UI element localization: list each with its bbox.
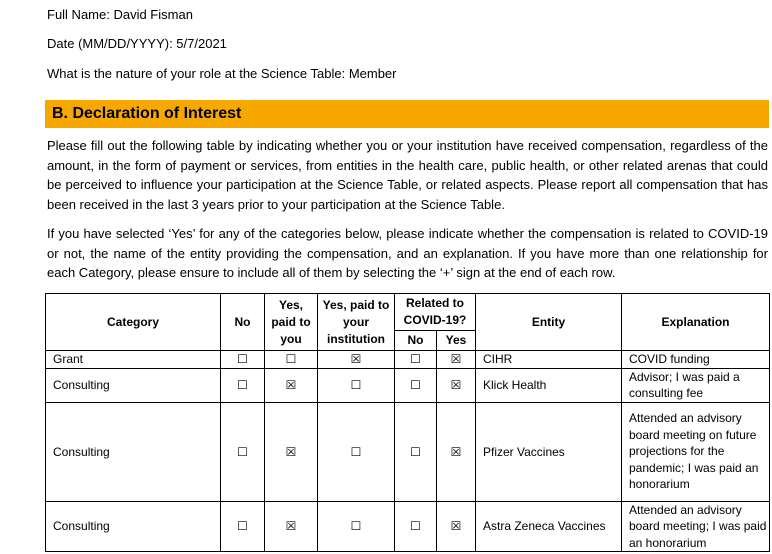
checkbox-no[interactable]: ☐ bbox=[237, 519, 248, 534]
header-no: No bbox=[221, 294, 265, 351]
row-category: Consulting bbox=[46, 402, 221, 501]
row-explanation: Attended an advisory board meeting; I was paid an honorarium bbox=[622, 501, 770, 552]
checkbox-no[interactable]: ☐ bbox=[237, 352, 248, 367]
checkbox-no[interactable]: ☐ bbox=[237, 378, 248, 392]
row-entity: Astra Zeneca Vaccines bbox=[476, 501, 622, 552]
checkbox-yes-institution[interactable]: ☐ bbox=[350, 444, 362, 459]
table-row bbox=[46, 402, 770, 501]
checkbox-yes-you[interactable]: ☒ bbox=[285, 444, 297, 459]
instructions-paragraph-2: If you have selected ‘Yes’ for any of the categories below, please indicate whether the compensation is related to COVID-19 or not, the name of the entity providing the compensation, and an explanation. If you have more than one relationship for each Category, please ensure to include all of them by selecting the ‘+’ sign at the end of each row. bbox=[47, 226, 768, 280]
instructions-paragraph-1: Please fill out the following table by indicating whether you or your institution have received compensation, regardless of the amount, in the form of payment or services, from entities in the health care, public health, or other related arenas that could be perceived to influence your participation at the Science Table, or related aspects. Please report all compensation that has been received in the last 3 years prior to your participation at the Science Table. bbox=[47, 138, 768, 212]
checkbox-no[interactable]: ☐ bbox=[237, 444, 248, 459]
row-category: Consulting bbox=[46, 501, 221, 552]
header-related-covid: Related to COVID-19? bbox=[395, 294, 476, 331]
date-line: Date (MM/DD/YYYY): 5/7/2021 bbox=[47, 36, 227, 51]
header-yes-paid-to-institution: Yes, paid to your institution bbox=[318, 294, 395, 351]
row-entity: Klick Health bbox=[476, 368, 622, 402]
checkbox-covid-no[interactable]: ☐ bbox=[410, 352, 421, 367]
checkbox-covid-yes[interactable]: ☒ bbox=[450, 519, 462, 534]
declaration-table bbox=[45, 293, 770, 552]
header-entity: Entity bbox=[476, 294, 622, 351]
table-row bbox=[46, 368, 770, 402]
header-covid-yes: Yes bbox=[437, 331, 476, 351]
checkbox-yes-you[interactable]: ☒ bbox=[285, 378, 297, 392]
checkbox-yes-you[interactable]: ☒ bbox=[285, 519, 297, 534]
checkbox-yes-institution[interactable]: ☐ bbox=[350, 378, 362, 392]
row-category: Grant bbox=[46, 351, 221, 369]
checkbox-covid-no[interactable]: ☐ bbox=[410, 378, 421, 392]
checkbox-yes-institution[interactable]: ☐ bbox=[350, 519, 362, 534]
role-line: What is the nature of your role at the Science Table: Member bbox=[47, 66, 397, 81]
header-category: Category bbox=[46, 294, 221, 351]
row-explanation: COVID funding bbox=[622, 351, 770, 369]
row-explanation: Attended an advisory board meeting on future projections for the pandemic; I was paid an honorarium bbox=[622, 402, 770, 501]
checkbox-yes-you[interactable]: ☐ bbox=[285, 352, 297, 367]
header-yes-paid-to-you: Yes, paid to you bbox=[265, 294, 318, 351]
checkbox-covid-yes[interactable]: ☒ bbox=[450, 444, 462, 459]
table-row bbox=[46, 501, 770, 552]
section-heading: B. Declaration of Interest bbox=[45, 100, 769, 128]
row-entity: Pfizer Vaccines bbox=[476, 402, 622, 501]
row-entity: CIHR bbox=[476, 351, 622, 369]
table-row bbox=[46, 351, 770, 369]
row-explanation: Advisor; I was paid a consulting fee bbox=[622, 368, 770, 402]
checkbox-yes-institution[interactable]: ☒ bbox=[350, 352, 362, 367]
checkbox-covid-yes[interactable]: ☒ bbox=[450, 378, 462, 392]
row-category: Consulting bbox=[46, 368, 221, 402]
header-covid-no: No bbox=[395, 331, 437, 351]
checkbox-covid-no[interactable]: ☐ bbox=[410, 444, 421, 459]
checkbox-covid-no[interactable]: ☐ bbox=[410, 519, 421, 534]
checkbox-covid-yes[interactable]: ☒ bbox=[450, 352, 462, 367]
header-explanation: Explanation bbox=[622, 294, 770, 351]
full-name-line: Full Name: David Fisman bbox=[47, 7, 193, 22]
